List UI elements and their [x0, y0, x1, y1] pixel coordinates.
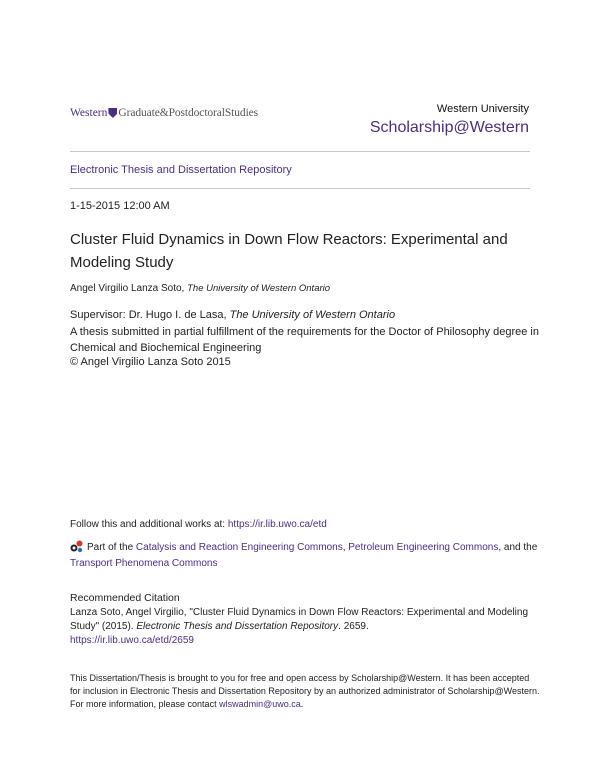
citation-url[interactable]: https://ir.lib.uwo.ca/etd/2659 — [70, 635, 194, 646]
contact-email-link[interactable]: wlswadmin@uwo.ca — [219, 699, 301, 709]
logo-graduate-text: Graduate&PostdoctoralStudies — [118, 107, 259, 119]
follow-text: Follow this and additional works at: — [70, 519, 228, 530]
network-icon — [70, 539, 84, 553]
crest-icon — [108, 108, 117, 118]
part-of-prefix: Part of the — [87, 542, 136, 553]
supervisor-affiliation: The University of Western Ontario — [229, 309, 396, 321]
author-line — [70, 283, 330, 294]
publication-date: 1-15-2015 12:00 AM — [70, 200, 170, 212]
copyright: © Angel Virgilio Lanza Soto 2015 — [70, 356, 231, 368]
petroleum-commons-link[interactable]: Petroleum Engineering Commons — [348, 542, 499, 553]
catalysis-commons-link[interactable]: Catalysis and Reaction Engineering Commons — [135, 542, 343, 553]
supervisor-line — [70, 309, 395, 321]
part-of-line — [70, 539, 540, 572]
top-divider — [70, 151, 530, 152]
footer-body: This Dissertation/Thesis is brought to you for free and open access by Scholarship@Western. It has been accepted for inclusion in Electronic Thesis and Dissertation Repository by an authorized administrator of Scholarship@Western. For more information, please contact — [70, 673, 540, 709]
repo-divider — [70, 188, 530, 189]
repository-link[interactable]: Electronic Thesis and Dissertation Repository — [70, 164, 292, 176]
recommended-citation-heading: Recommended Citation — [70, 592, 180, 604]
citation-series: Electronic Thesis and Dissertation Repository — [136, 621, 339, 632]
author-affiliation: The University of Western Ontario — [187, 283, 331, 294]
western-graduate-logo — [70, 107, 258, 119]
transport-commons-link[interactable]: Transport Phenomena Commons — [70, 558, 218, 569]
follow-url[interactable]: https://ir.lib.uwo.ca/etd — [227, 519, 327, 530]
thesis-statement: A thesis submitted in partial fulfillment of the requirements for the Doctor of Philosophy degree in Chemical and Biochemical Engineering — [70, 326, 539, 354]
follow-line — [70, 519, 327, 530]
logo-western-text: Western — [70, 107, 108, 119]
footer-end: . — [300, 699, 304, 709]
author-name: Angel Virgilio Lanza Soto, — [70, 283, 185, 294]
scholarship-logo[interactable]: Scholarship@Western — [369, 119, 529, 136]
supervisor-name: Supervisor: Dr. Hugo I. de Lasa, — [70, 309, 227, 321]
separator: , — [342, 542, 349, 553]
citation-text — [70, 606, 540, 648]
university-name: Western University — [436, 103, 529, 115]
separator: , and the — [498, 542, 538, 553]
thesis-title: Cluster Fluid Dynamics in Down Flow Reactors: Experimental and Modeling Study — [70, 231, 508, 271]
citation-body: Lanza Soto, Angel Virgilio, "Cluster Fluid Dynamics in Down Flow Reactors: Experimental and Modeling Study" (2015). — [70, 607, 529, 632]
footer-text — [70, 672, 540, 711]
citation-number: . 2659. — [338, 621, 369, 632]
